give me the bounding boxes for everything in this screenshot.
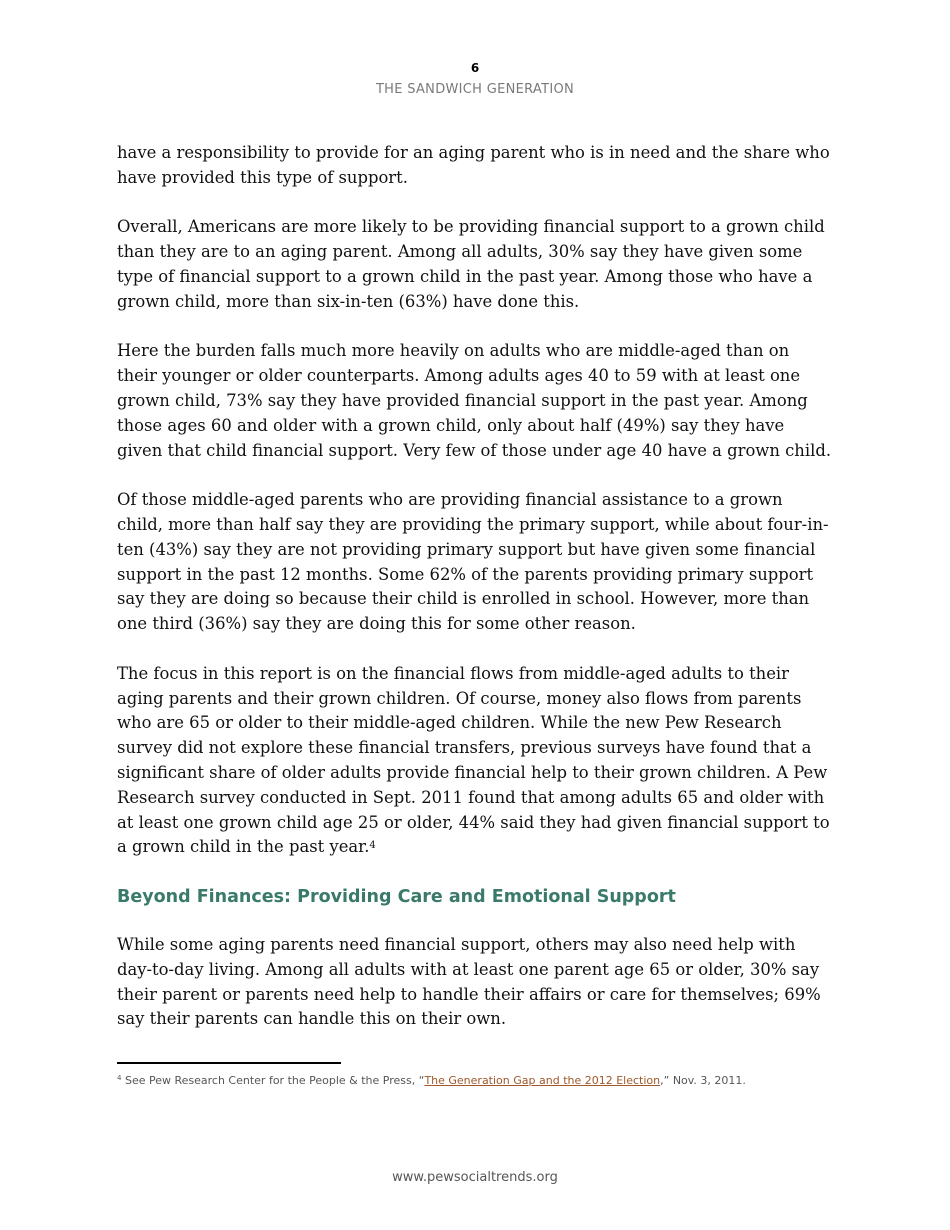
footnote-link[interactable]: The Generation Gap and the 2012 Election bbox=[424, 1074, 661, 1087]
paragraph: have a responsibility to provide for an aging parent who is in need and the share who have provided this type of support. bbox=[117, 143, 830, 187]
footnote-prefix: See Pew Research Center for the People & the Press, “ bbox=[121, 1074, 425, 1087]
footnote bbox=[117, 1074, 837, 1087]
footnote-reference[interactable]: 4 bbox=[369, 840, 376, 852]
footnote-suffix: ,” Nov. 3, 2011. bbox=[660, 1074, 746, 1087]
paragraph-with-footnote bbox=[117, 662, 833, 860]
section-heading: Beyond Finances: Providing Care and Emotional Support bbox=[117, 886, 676, 907]
main-content bbox=[117, 141, 833, 1057]
footnote-divider bbox=[117, 1062, 341, 1064]
footnote-marker: 4 bbox=[117, 1074, 122, 1082]
paragraph-text: The focus in this report is on the financial flows from middle-aged adults to their aging parents and their grown children. Of course, money also flows from parents who are 65 or older to their middle-aged children. While the new Pew Research survey did not explore these financial transfers, previous surveys have found that a significant share of older adults provide financial help to their grown children. A Pew Research survey conducted in Sept. 2011 found that among adults 65 and older with at least one grown child age 25 or older, 44% said they had given financial support to a grown child in the past year. bbox=[117, 663, 830, 857]
paragraph: Here the burden falls much more heavily on adults who are middle-aged than on their younger or older counterparts. Among adults ages 40 to 59 with at least one grown child, 73% say they have provided financial support in the past year. Among those ages 60 and older with a grown child, only about half (49%) say they have given that child financial support. Very few of those under age 40 have a grown child. bbox=[117, 341, 832, 460]
footer-url[interactable]: www.pewsocialtrends.org bbox=[392, 1170, 558, 1185]
running-title: THE SANDWICH GENERATION bbox=[375, 82, 575, 97]
paragraph: While some aging parents need financial support, others may also need help with day-to-day living. Among all adults with at least one parent age 65 or older, 30% say their parent or parents need help to handle their affairs or care for themselves; 69% say their parents can handle this on their own. bbox=[117, 934, 821, 1029]
page-number: 6 bbox=[470, 61, 480, 75]
paragraph: Of those middle-aged parents who are providing financial assistance to a grown child, more than half say they are providing the primary support, while about four-in-ten (43%) say they are not providing primary support but have given some financial support in the past 12 months. Some 62% of the parents providing primary support say they are doing so because their child is enrolled in school. However, more than one third (36%) say they are doing this for some other reason. bbox=[117, 490, 829, 634]
paragraph: Overall, Americans are more likely to be providing financial support to a grown child than they are to an aging parent. Among all adults, 30% say they have given some type of financial support to a grown child in the past year. Among those who have a grown child, more than six-in-ten (63%) have done this. bbox=[117, 217, 825, 311]
